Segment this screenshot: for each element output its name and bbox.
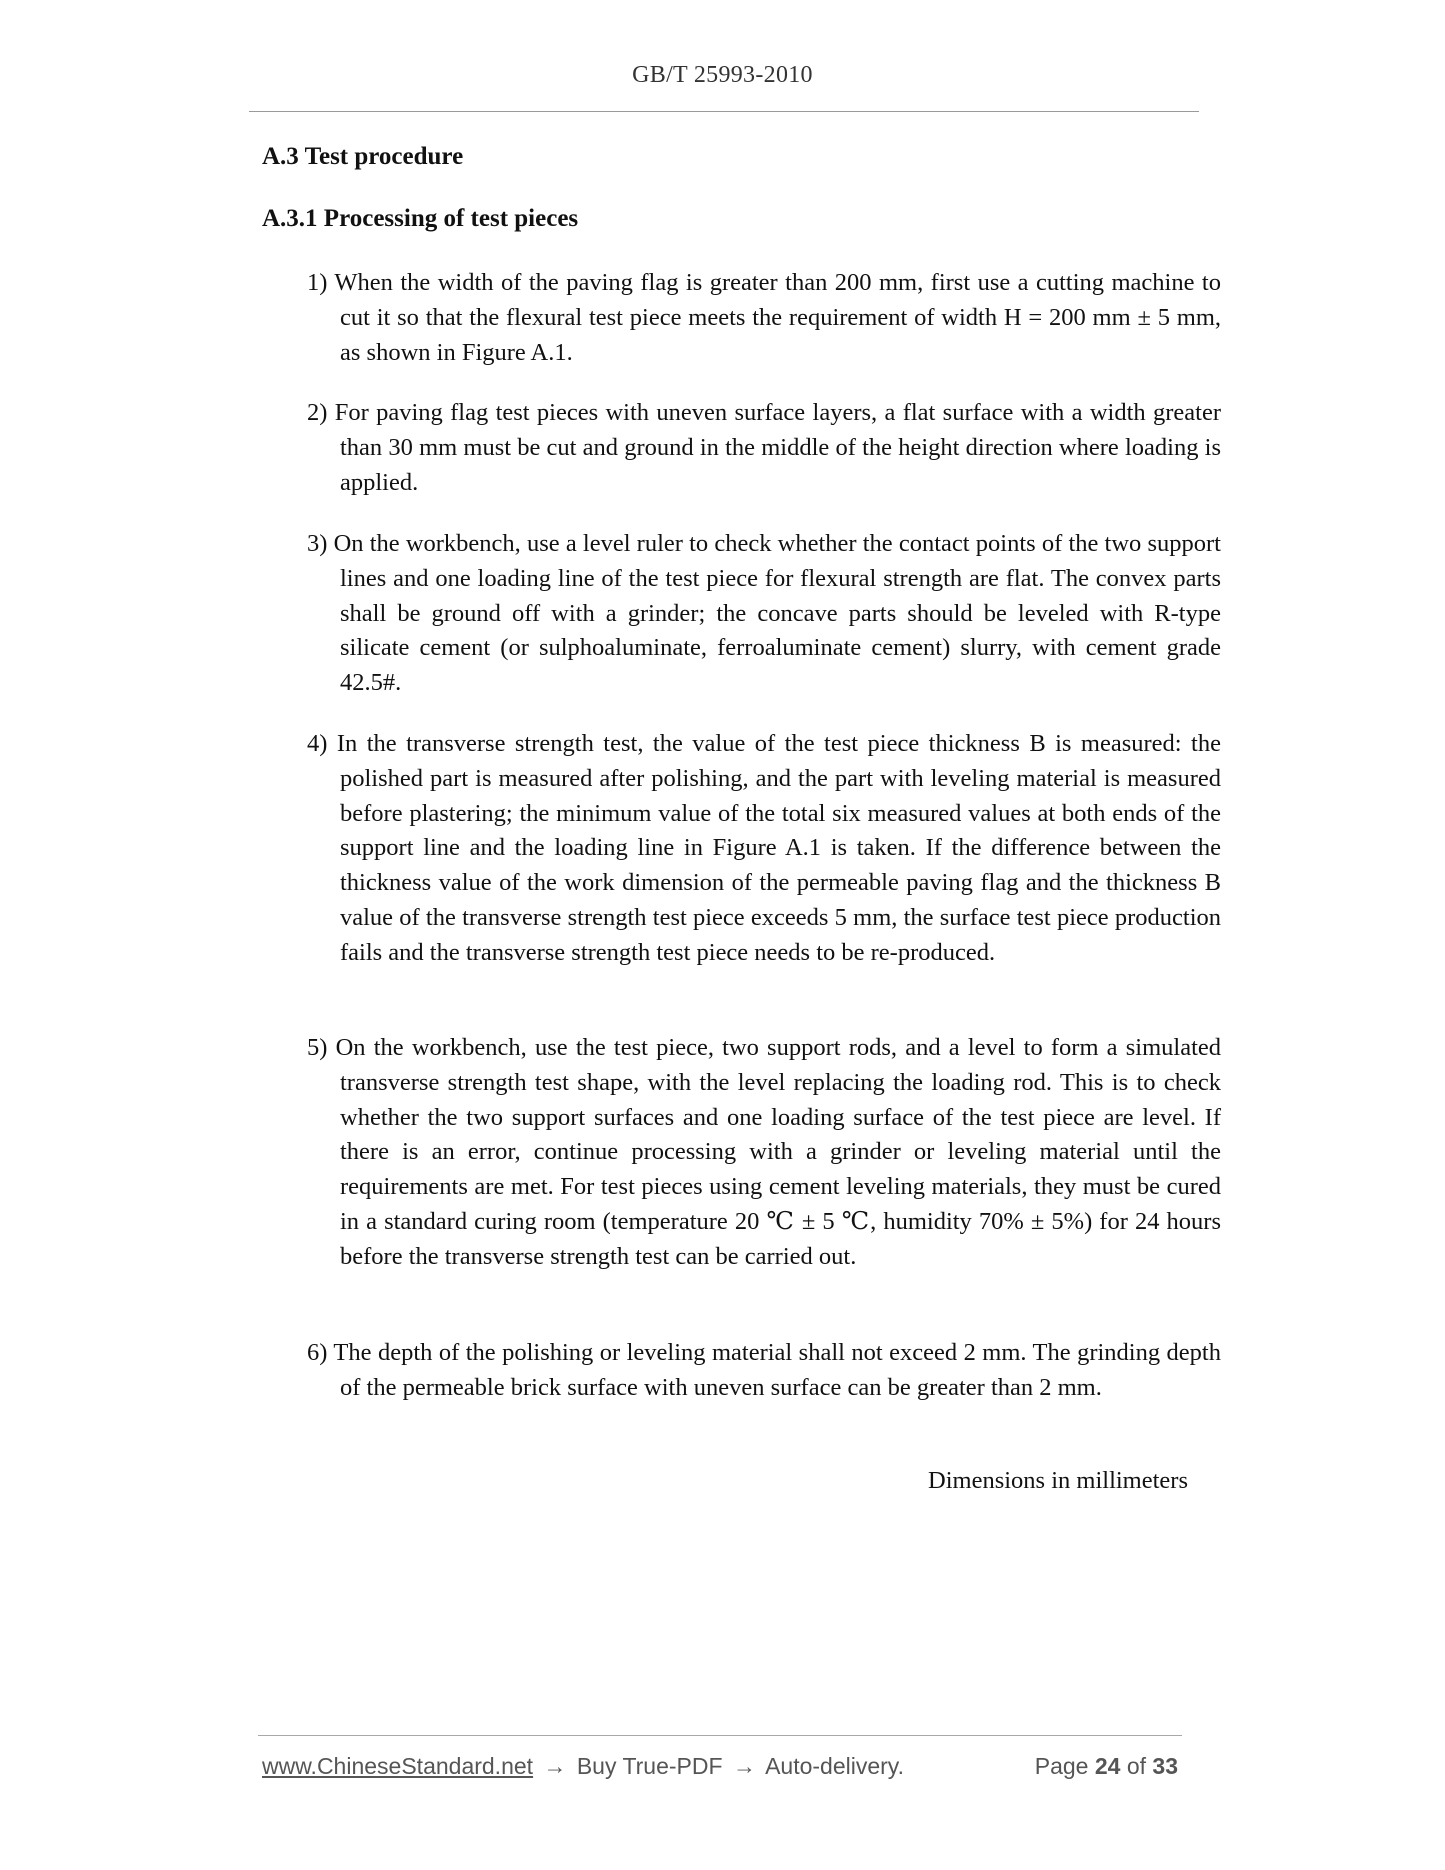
procedure-item-1: 1) When the width of the paving flag is greater than 200 mm, first use a cutting machine to cut it so that the flexural test piece meets the requirement of width H = 200 mm ± 5 mm, as shown in Figure A.1. bbox=[307, 269, 1221, 366]
procedure-item-4: 4) In the transverse strength test, the value of the test piece thickness B is measured: the polished part is measured after polishing, and the part with leveling material is measured before plastering; the minimum value of the total six measured values at both ends of the support line and the loading line in Figure A.1 is taken. If the difference between the thickness value of the work dimension of the permeable paving flag and the thickness B value of the transverse strength test piece exceeds 5 mm, the surface test piece production fails and the transverse strength test piece needs to be re-produced. bbox=[307, 730, 1221, 966]
page-indicator bbox=[1035, 1753, 1178, 1780]
page-footer bbox=[262, 1753, 1182, 1783]
procedure-item-5: 5) On the workbench, use the test piece, two support rods, and a level to form a simulated transverse strength test shape, with the level replacing the loading rod. This is to check whether the two support surfaces and one loading surface of the test piece are level. If there is an error, continue processing with a grinder or leveling material until the requirements are met. For test pieces using cement leveling materials, they must be cured in a standard curing room (temperature 20 ℃ ± 5 ℃, humidity 70% ± 5%) for 24 hours before the transverse strength test can be carried out. bbox=[307, 1034, 1221, 1270]
current-page-number: 24 bbox=[1094, 1753, 1121, 1779]
arrow-right-icon: → bbox=[543, 1753, 567, 1779]
procedure-item-3: 3) On the workbench, use a level ruler to check whether the contact points of the two support lines and one loading line of the test piece for flexural strength are flat. The convex parts shall be ground off with a grinder; the concave parts should be leveled with R-type silicate cement (or sulphoaluminate, ferroaluminate cement) slurry, with cement grade 42.5#. bbox=[307, 530, 1221, 697]
figure-dimensions-note: Dimensions in millimeters bbox=[928, 1467, 1188, 1494]
website-link[interactable]: www.ChineseStandard.net bbox=[262, 1753, 534, 1779]
section-heading-a3: A.3 Test procedure bbox=[262, 143, 464, 170]
footer-divider bbox=[258, 1735, 1182, 1736]
procedure-item-2: 2) For paving flag test pieces with uneven surface layers, a flat surface with a width greater than 30 mm must be cut and ground in the middle of the height direction where loading is applied. bbox=[307, 399, 1221, 496]
page-label: Page bbox=[1034, 1753, 1089, 1779]
buy-pdf-text: Buy True-PDF bbox=[576, 1753, 723, 1779]
section-heading-a3-1: A.3.1 Processing of test pieces bbox=[262, 205, 579, 232]
page-of-label: of bbox=[1126, 1753, 1147, 1779]
arrow-right-icon: → bbox=[732, 1753, 756, 1779]
footer-promo bbox=[262, 1753, 904, 1780]
auto-delivery-text: Auto-delivery. bbox=[765, 1753, 904, 1779]
procedure-item-6: 6) The depth of the polishing or leveling material shall not exceed 2 mm. The grinding depth of the permeable brick surface with uneven surface can be greater than 2 mm. bbox=[307, 1339, 1221, 1401]
figure-placeholder-area bbox=[262, 1520, 1188, 1710]
document-header-title: GB/T 25993-2010 bbox=[632, 62, 813, 88]
header-divider bbox=[249, 111, 1199, 112]
total-pages-number: 33 bbox=[1152, 1753, 1178, 1779]
